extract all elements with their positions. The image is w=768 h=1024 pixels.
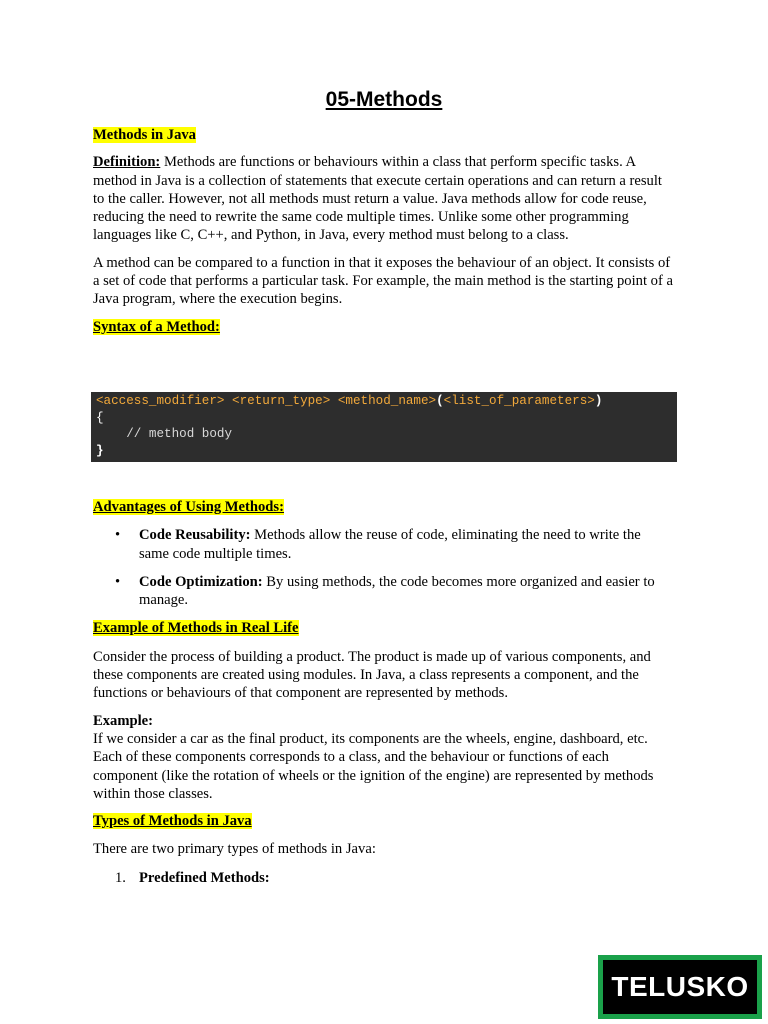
bullet-icon: • [115,527,121,544]
list-item: • Code Reusability: Methods allow the reuse of code, eliminating the need to write the same code multiple times. [115,527,641,562]
definition-paragraph: Definition: Methods are functions or behaviours within a class that perform specific tasks. A method in Java is a collection of statements that execute certain operations and can return a result to the caller. However, not all methods must return a value. Java methods allow for code reuse, reducing the need to rewrite the same code multiple times. Unlike some other programming languages like C, C++, and Python, in Java, every method must belong to a class. [93,154,662,244]
section-heading-syntax: Syntax of a Method: [93,318,220,335]
example-paragraph: If we consider a car as the final product, its components are the wheels, engine, dashboard, etc. Each of these components corresponds to a class, and the behaviour or functions of each component (like the rotation of wheels or the ignition of the engine) are represented by methods within those classes. [93,730,654,802]
advantages-list [93,526,673,609]
bullet-icon: • [115,573,121,590]
list-item: • Code Optimization: By using methods, the code becomes more organized and easier to manage. [115,573,655,609]
code-comment: // method body [96,427,233,441]
telusko-logo [598,955,762,1019]
section-heading-example: Example of Methods in Real Life [93,620,299,637]
section-heading-methods: Methods in Java [93,127,196,143]
example-intro-paragraph: Consider the process of building a product. The product is made up of various components, and these components are created using modules. In Java, a class represents a component, and the functions or behaviours of that component are represented by methods. [93,648,651,702]
code-line: } [96,443,104,458]
list-item: 1. Predefined Methods: [115,869,270,886]
types-list [93,869,673,887]
logo-text: TELUSKO [603,960,757,1014]
document-body [93,124,673,336]
section-heading-advantages: Advantages of Using Methods: [93,499,284,515]
section-heading-types: Types of Methods in Java [93,813,252,830]
document-body-continued [93,498,673,887]
code-line: { [96,410,104,425]
code-block [91,392,677,462]
example-label: Example: [93,712,153,729]
comparison-paragraph: A method can be compared to a function in that it exposes the behaviour of an object. It consists of a set of code that performs a particular task. For example, the main method is the starting point of a Java program, where the execution begins. [93,254,673,308]
code-line: <access_modifier> <return_type> <method_name>(<list_of_parameters>) [96,394,603,408]
page-title: 05-Methods [325,88,443,111]
types-intro: There are two primary types of methods in Java: [93,841,376,858]
